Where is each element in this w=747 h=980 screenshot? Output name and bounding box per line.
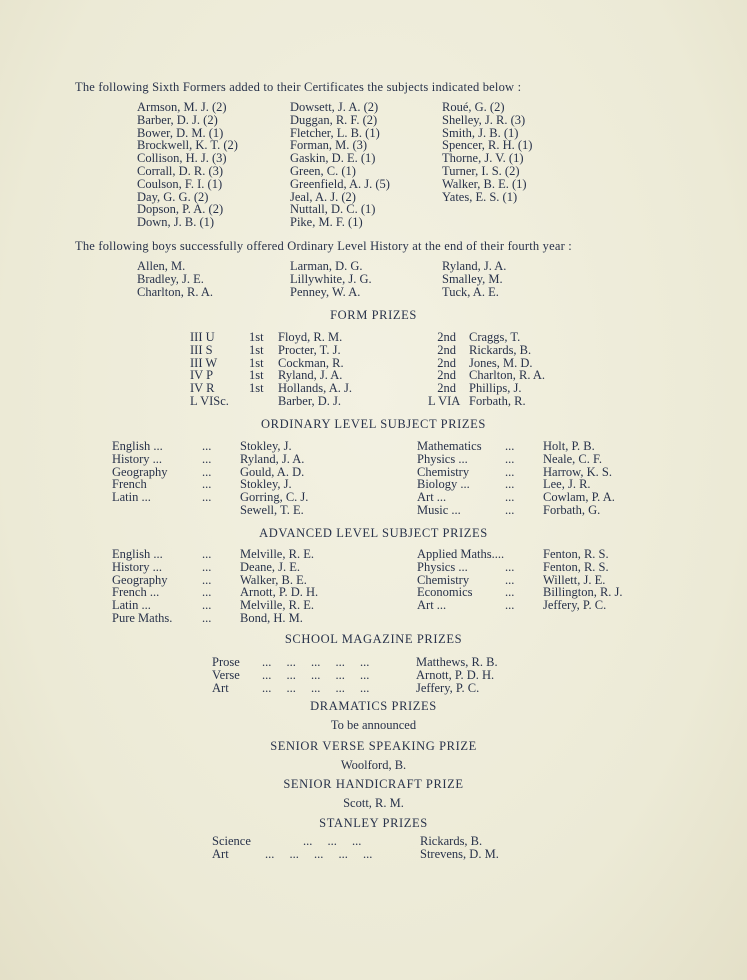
table-cell: Pure Maths. [112,610,173,625]
magazine-names [416,656,498,694]
list-item: Down, J. B. (1) [137,215,215,230]
table-cell: History ... [112,451,162,466]
table-cell: Hollands, A. J. [278,381,352,396]
table-cell: ... [505,598,515,613]
list-item: Day, G. G. (2) [137,189,209,204]
list-item: Nuttall, D. C. (1) [290,202,376,217]
ordinary-right-names [543,440,615,517]
list-item: Allen, M. [137,259,186,273]
verse-speaking-heading: SENIOR VERSE SPEAKING PRIZE [270,739,477,753]
table-cell: ... ... ... ... ... [262,655,370,669]
table-cell: Gould, A. D. [240,464,305,479]
table-cell: Science [212,834,251,848]
form-prizes-first-names [278,331,352,408]
table-cell: 1st [249,355,264,370]
table-cell: 2nd [437,330,456,344]
list-item: Smalley, M. [442,271,503,286]
table-cell: Latin ... [112,490,151,505]
table-cell: Prose [212,655,240,669]
advanced-right-subjects [417,548,504,612]
table-cell: English ... [112,439,163,453]
list-item: Ryland, J. A. [442,259,507,273]
table-cell: 1st [249,368,264,383]
form-prizes-second-names [469,331,545,408]
list-item: Dopson, P. A. (2) [137,202,224,217]
ordinary-prizes-heading: ORDINARY LEVEL SUBJECT PRIZES [261,417,486,431]
list-item: Armson, M. J. (2) [137,100,227,114]
list-item: Bower, D. M. (1) [137,125,224,140]
table-cell: IV P [190,368,214,383]
dramatics-heading: DRAMATICS PRIZES [310,699,437,713]
table-cell: ... [505,502,515,517]
table-cell: Sewell, T. E. [240,502,304,517]
table-cell: Ryland, J. A. [240,451,305,466]
table-cell: Lee, J. R. [543,477,591,492]
handicraft-heading: SENIOR HANDICRAFT PRIZE [283,777,464,791]
table-cell: Forbath, R. [469,393,526,408]
form-prizes-first-place [249,331,264,395]
table-cell: ... [505,559,515,574]
table-cell: ... ... ... ... ... [262,667,370,682]
table-cell: ... [202,598,212,613]
table-cell: ... ... ... ... ... [262,680,370,695]
table-cell: ... [202,547,212,561]
table-cell: Art ... [417,598,447,613]
table-cell: Fenton, R. S. [543,547,609,561]
table-cell: Jeffery, P. C. [416,680,480,695]
table-cell: Biology ... [417,477,470,492]
table-cell: Procter, T. J. [278,342,341,357]
verse-speaking-winner: Woolford, B. [340,758,407,772]
dramatics-text: To be announced [330,718,417,732]
table-cell: Chemistry [417,464,470,479]
form-prizes-second-place [428,330,461,408]
table-cell: ... [505,439,515,453]
list-item: Yates, E. S. (1) [442,189,518,204]
stanley-dots [265,835,372,861]
history-column-2 [290,260,372,298]
table-cell: French ... [112,585,160,600]
table-cell: ... [202,559,212,574]
sixth-formers-intro: The following Sixth Formers added to their Certificates the subjects indicated below : [75,80,522,94]
form-prizes-forms [190,331,229,408]
table-cell: Applied Maths.... [417,547,505,561]
advanced-left-names [240,548,318,625]
table-cell [505,548,514,561]
list-item: Bradley, J. E. [137,271,204,286]
table-cell: Bond, H. M. [240,610,303,625]
table-cell: Melville, R. E. [240,598,314,613]
ordinary-left-dots [202,440,211,504]
handicraft-winner: Scott, R. M. [343,796,404,810]
table-cell: L VISc. [190,393,229,408]
list-item: Roué, G. (2) [442,100,505,114]
advanced-right-names [543,548,623,612]
table-cell: Barber, D. J. [278,393,342,408]
table-cell: ... ... ... ... ... [265,846,373,861]
table-cell: Jones, M. D. [469,355,533,370]
history-column-1 [137,260,213,298]
table-cell: French [112,477,147,492]
table-cell: ... [202,477,212,492]
table-cell: Mathematics [417,439,482,453]
table-cell: 1st [249,381,264,396]
table-cell: Ryland, J. A. [278,368,343,383]
table-cell: Charlton, R. A. [469,368,546,383]
table-cell: ... [202,572,212,587]
table-cell: Harrow, K. S. [543,464,612,479]
table-cell: 1st [249,342,264,357]
table-cell: Geography [112,572,168,587]
ordinary-right-dots [505,440,514,517]
list-item: Duggan, R. F. (2) [290,112,378,127]
table-cell: ... [202,439,212,453]
table-cell: Willett, J. E. [543,572,606,587]
list-item: Jeal, A. J. (2) [290,189,356,204]
list-item: Tuck, A. E. [442,284,499,299]
advanced-right-dots [505,548,514,612]
table-cell: ... [505,585,515,600]
sixth-formers-column-1 [137,101,238,229]
list-item: Collison, H. J. (3) [137,151,227,166]
table-cell: ... ... ... [303,834,362,848]
table-cell: Music ... [417,502,461,517]
table-cell: Phillips, J. [469,381,522,396]
stanley-names [420,835,499,861]
table-cell: Rickards, B. [469,342,532,357]
ordinary-left-names [240,440,308,517]
list-item: Pike, M. F. (1) [290,215,363,230]
table-cell: 2nd [437,368,456,383]
list-item: Walker, B. E. (1) [442,176,527,191]
table-cell: Deane, J. E. [240,559,301,574]
table-cell: Jeffery, P. C. [543,598,607,613]
table-cell: ... [202,610,212,625]
advanced-left-subjects [112,548,172,625]
table-cell: Latin ... [112,598,151,613]
history-intro: The following boys successfully offered Ordinary Level History at the end of their fourth year : [75,239,572,253]
table-cell: Physics ... [417,559,468,574]
table-cell: Walker, B. E. [240,572,307,587]
magazine-subjects [212,656,240,694]
table-cell: Arnott, P. D. H. [240,585,319,600]
table-cell: Fenton, R. S. [543,559,609,574]
table-cell: Economics [417,585,473,600]
table-cell: Chemistry [417,572,470,587]
table-cell: IV R [190,381,215,396]
table-cell: ... [505,451,515,466]
list-item: Charlton, R. A. [137,284,214,299]
list-item: Barber, D. J. (2) [137,112,218,127]
list-item: Fletcher, L. B. (1) [290,125,380,140]
table-cell: Stokley, J. [240,439,292,453]
history-column-3 [442,260,506,298]
table-cell: Stokley, J. [240,477,292,492]
list-item: Green, C. (1) [290,163,356,178]
table-cell: Forbath, G. [543,502,601,517]
table-cell: Geography [112,464,168,479]
table-cell: 2nd [437,342,456,357]
list-item: Corrall, D. R. (3) [137,163,224,178]
ordinary-left-subjects [112,440,168,504]
table-cell: ... [202,451,212,466]
table-cell: III W [190,355,218,370]
stanley-heading: STANLEY PRIZES [319,816,428,830]
list-item: Larman, D. G. [290,259,363,273]
table-cell: Art [212,680,229,695]
magazine-dots [262,656,369,694]
stanley-subjects [212,835,251,861]
table-cell: Melville, R. E. [240,547,314,561]
table-cell: ... [505,490,515,505]
table-cell: Floyd, R. M. [278,330,343,344]
table-cell: Gorring, C. J. [240,490,309,505]
table-cell: 1st [249,330,264,344]
table-cell: English ... [112,547,163,561]
table-cell: III U [190,330,215,344]
table-cell: 2nd [437,355,456,370]
sixth-formers-column-3 [442,101,532,203]
list-item: Gaskin, D. E. (1) [290,151,376,166]
table-cell: Cockman, R. [278,355,344,370]
table-cell: ... [505,477,515,492]
list-item: Smith, J. B. (1) [442,125,519,140]
table-cell: ... [505,464,515,479]
table-cell: Craggs, T. [469,330,521,344]
list-item: Penney, W. A. [290,284,361,299]
table-cell: Arnott, P. D. H. [416,667,495,682]
list-item: Dowsett, J. A. (2) [290,100,379,114]
advanced-prizes-heading: ADVANCED LEVEL SUBJECT PRIZES [259,526,488,540]
table-cell: 2nd [437,381,456,396]
table-cell: ... [202,490,212,505]
table-cell: ... [505,572,515,587]
table-cell: Art ... [417,490,447,505]
list-item: Shelley, J. R. (3) [442,112,526,127]
advanced-left-dots [202,548,211,625]
table-cell: Neale, C. F. [543,451,603,466]
list-item: Turner, I. S. (2) [442,163,520,178]
table-cell: III S [190,342,213,357]
magazine-prizes-heading: SCHOOL MAGAZINE PRIZES [284,632,463,646]
form-prizes-heading: FORM PRIZES [330,308,417,322]
table-cell: Holt, P. B. [543,439,595,453]
table-cell: Billington, R. J. [543,585,623,600]
table-cell: Matthews, R. B. [416,655,498,669]
table-cell: History ... [112,559,162,574]
sixth-formers-column-2 [290,101,390,229]
list-item: Thorne, J. V. (1) [442,151,524,166]
list-item: Spencer, R. H. (1) [442,138,533,153]
list-item: Greenfield, A. J. (5) [290,176,390,191]
table-cell: Physics ... [417,451,468,466]
table-cell: Verse [212,667,240,682]
ordinary-right-subjects [417,440,482,517]
table-cell: Art [212,846,229,861]
table-cell: Cowlam, P. A. [543,490,615,505]
list-item: Forman, M. (3) [290,138,368,153]
table-cell: Strevens, D. M. [420,846,499,861]
table-cell: ... [202,464,212,479]
list-item: Lillywhite, J. G. [290,271,372,286]
table-cell: Rickards, B. [420,834,483,848]
table-cell: ... [202,585,212,600]
list-item: Brockwell, K. T. (2) [137,138,238,153]
list-item: Coulson, F. I. (1) [137,176,223,191]
table-cell: L VIA [428,393,461,408]
